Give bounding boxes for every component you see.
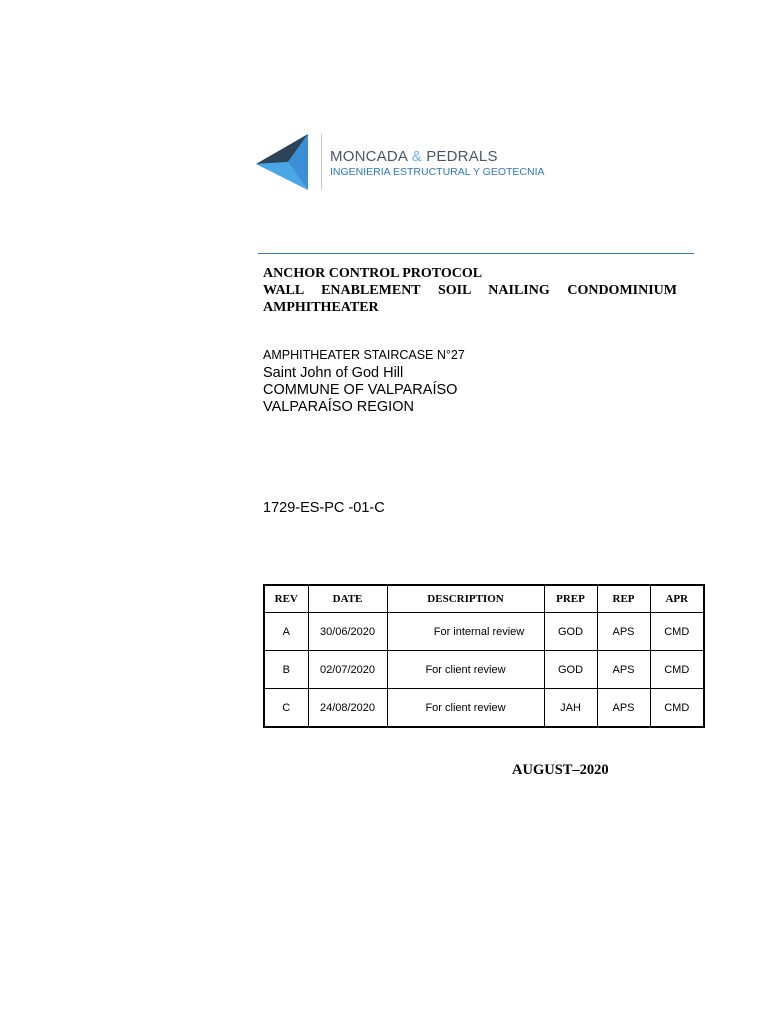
cell-description: For client review bbox=[387, 689, 544, 728]
document-code: 1729-ES-PC -01-C bbox=[263, 500, 385, 516]
cell-apr: CMD bbox=[650, 613, 704, 651]
logo-separator bbox=[321, 134, 322, 190]
cell-apr: CMD bbox=[650, 651, 704, 689]
table-row bbox=[264, 651, 704, 689]
logo-name-part1: MONCADA bbox=[330, 148, 408, 165]
header-apr: APR bbox=[650, 585, 704, 613]
table-row bbox=[264, 613, 704, 651]
document-title-line1: ANCHOR CONTROL PROTOCOL bbox=[263, 266, 483, 281]
cell-rev: A bbox=[264, 613, 308, 651]
location-region: VALPARAÍSO REGION bbox=[263, 399, 414, 415]
cell-rep: APS bbox=[597, 613, 650, 651]
cell-prep: JAH bbox=[544, 689, 597, 728]
location-staircase: AMPHITHEATER STAIRCASE N°27 bbox=[263, 348, 465, 362]
cell-rev: B bbox=[264, 651, 308, 689]
cell-rep: APS bbox=[597, 689, 650, 728]
cell-prep: GOD bbox=[544, 613, 597, 651]
company-logo bbox=[248, 128, 548, 196]
header-prep: PREP bbox=[544, 585, 597, 613]
header-description: DESCRIPTION bbox=[387, 585, 544, 613]
revision-table bbox=[263, 584, 705, 728]
location-commune: COMMUNE OF VALPARAÍSO bbox=[263, 382, 458, 398]
cell-description: For client review bbox=[387, 651, 544, 689]
header-date: DATE bbox=[308, 585, 387, 613]
cell-date: 24/08/2020 bbox=[308, 689, 387, 728]
cell-date: 30/06/2020 bbox=[308, 613, 387, 651]
logo-subtitle: INGENIERIA ESTRUCTURAL Y GEOTECNIA bbox=[330, 166, 545, 178]
cell-description: For internal review bbox=[387, 613, 544, 651]
cell-rep: APS bbox=[597, 651, 650, 689]
document-date: AUGUST–2020 bbox=[512, 762, 609, 778]
document-title-line3: AMPHITHEATER bbox=[263, 300, 379, 315]
table-header-row bbox=[264, 585, 704, 613]
document-title-line2: WALL ENABLEMENT SOIL NAILING CONDOMINIUM bbox=[263, 283, 677, 298]
triangle-logo-icon bbox=[248, 128, 318, 196]
cell-prep: GOD bbox=[544, 651, 597, 689]
logo-ampersand: & bbox=[411, 148, 422, 165]
header-rep: REP bbox=[597, 585, 650, 613]
cell-rev: C bbox=[264, 689, 308, 728]
logo-company-name bbox=[330, 148, 498, 165]
header-divider bbox=[258, 253, 694, 254]
cell-date: 02/07/2020 bbox=[308, 651, 387, 689]
cell-apr: CMD bbox=[650, 689, 704, 728]
logo-name-part2: PEDRALS bbox=[426, 148, 498, 165]
location-hill: Saint John of God Hill bbox=[263, 365, 404, 381]
header-rev: REV bbox=[264, 585, 308, 613]
table-row bbox=[264, 689, 704, 728]
